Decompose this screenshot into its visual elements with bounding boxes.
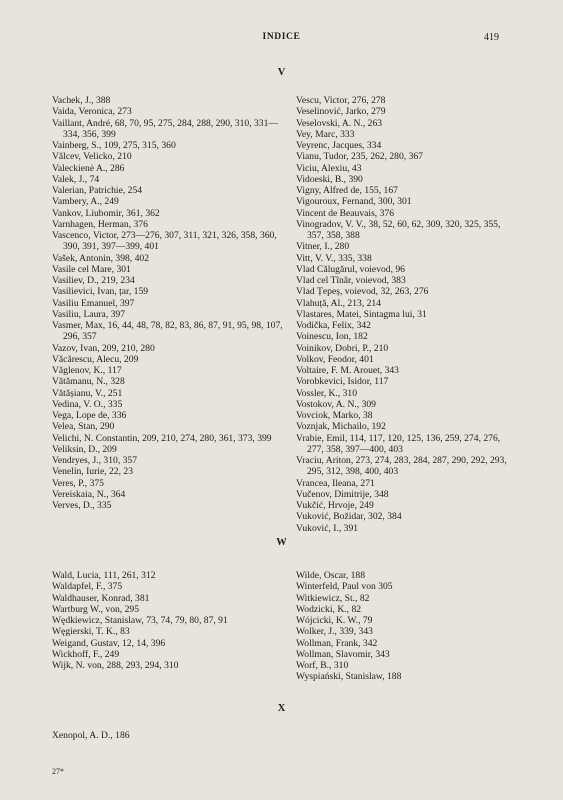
index-entry: Węgierski, T. K., 83 xyxy=(52,626,130,638)
index-entry: Vukčić, Hrvoje, 249 xyxy=(296,500,374,511)
index-entry: Vălcev, Velicko, 210 xyxy=(52,151,132,163)
index-entry: Vidoeski, B., 390 xyxy=(296,173,363,185)
index-entry: Velichi, N. Constantin, 209, 210, 274, 280, 361, 373, 399 xyxy=(52,432,272,444)
index-entry: Venelin, Iurie, 22, 23 xyxy=(52,466,133,478)
index-entry: Vasmer, Max, 16, 44, 48, 78, 82, 83, 86, 87, 91, 95, 98, 107, 296, 357 xyxy=(52,320,283,343)
page-header xyxy=(0,32,563,48)
index-entry: Voltaire, F. M. Arouet, 343 xyxy=(296,365,399,376)
index-entry: Veyrenc, Jacques, 334 xyxy=(296,140,382,151)
index-entry: Vrabie, Emil, 114, 117, 120, 125, 136, 259, 274, 276, 277, 358, 397—400, 403 xyxy=(296,432,501,455)
index-entry: Vostokov, A. N., 309 xyxy=(296,398,376,410)
index-entry: Wójcicki, K. W., 79 xyxy=(296,615,373,626)
section-letter-v: V xyxy=(277,67,286,78)
index-entry: Voznjak, Michailo, 192 xyxy=(296,421,386,433)
index-entry: Wollman, Frank, 342 xyxy=(296,637,378,649)
index-entry: Velea, Stan, 290 xyxy=(52,421,115,433)
index-entry: Vorobkevici, Isidor, 117 xyxy=(296,376,389,388)
index-entry: Vasile cel Mare, 301 xyxy=(52,263,131,275)
signature-mark: 27* xyxy=(52,767,64,776)
index-entry: Wald, Lucia, 111, 261, 312 xyxy=(52,570,156,581)
index-entry: Vendryes, J., 310, 357 xyxy=(52,455,138,466)
index-entry: Vascenco, Victor, 273—276, 307, 311, 321, 326, 358, 360, 390, 391, 397—399, 401 xyxy=(52,230,277,253)
index-column-v-right xyxy=(296,95,518,534)
index-column-x-left xyxy=(52,730,290,741)
index-entry: Veselovski, A. N., 263 xyxy=(296,117,383,129)
index-entry: Wickhoff, F., 249 xyxy=(52,648,120,660)
index-entry: Vaillant, André, 68, 70, 95, 275, 284, 288, 290, 310, 331—334, 356, 399 xyxy=(52,117,278,140)
index-entry: Vătămanu, N., 328 xyxy=(52,376,125,388)
index-entry: Voinikov, Dobri, P., 210 xyxy=(296,342,389,354)
index-entry: Vuković, Božidar, 302, 384 xyxy=(296,511,402,523)
index-entry: Wolker, J., 339, 343 xyxy=(296,626,373,638)
section-letter-w: W xyxy=(276,537,287,548)
index-entry: Weigand, Gustav, 12, 14, 396 xyxy=(52,637,166,649)
index-entry: Vossler, K., 310 xyxy=(296,387,357,399)
index-entry: Varnhagen, Herman, 376 xyxy=(52,218,148,230)
index-entry: Vovciok, Marko, 38 xyxy=(296,410,373,421)
index-entry: Vazov, Ivan, 209, 210, 280 xyxy=(52,342,155,354)
index-entry: Wodzicki, K., 82 xyxy=(296,603,362,615)
index-entry: Wędkiewicz, Stanislaw, 73, 74, 79, 80, 87, 91 xyxy=(52,615,228,626)
index-entry: Văcărescu, Alecu, 209 xyxy=(52,353,139,365)
index-entry: Vinogradov, V. V., 38, 52, 60, 62, 309, 320, 325, 355, 357, 358, 388 xyxy=(296,218,501,241)
index-column-v-left xyxy=(52,95,290,511)
index-entry: Waldapfel, F., 375 xyxy=(52,581,123,593)
index-entry: Vescu, Victor, 276, 278 xyxy=(296,95,386,106)
index-entry: Vitt, V. V., 335, 338 xyxy=(296,252,372,264)
index-entry: Wilde, Oscar, 188 xyxy=(296,570,366,581)
index-entry: Vereiskaia, N., 364 xyxy=(52,488,126,500)
index-entry: Vlad Țepeș, voievod, 32, 263, 276 xyxy=(296,286,429,298)
index-entry: Vučenov, Dimitrije, 348 xyxy=(296,488,389,500)
index-entry: Vianu, Tudor, 235, 262, 280, 367 xyxy=(296,151,423,163)
index-entry: Vitner, I., 280 xyxy=(296,241,350,253)
index-entry: Vega, Lope de, 336 xyxy=(52,410,127,421)
index-entry: Worf, B., 310 xyxy=(296,660,349,671)
index-entry: Veres, P., 375 xyxy=(52,477,104,489)
index-entry: Vlastares, Matei, Sintagma lui, 31 xyxy=(296,308,427,320)
index-entry: Wyspiański, Stanislaw, 188 xyxy=(296,671,402,683)
index-entry: Valerian, Patrichie, 254 xyxy=(52,185,143,196)
index-entry: Verves, D., 335 xyxy=(52,500,112,511)
index-entry: Waldhauser, Konrad, 381 xyxy=(52,592,150,604)
index-entry: Vasiliu Emanuel, 397 xyxy=(52,297,135,309)
index-entry: Veselinović, Jarko, 279 xyxy=(296,106,386,118)
index-entry: Vătășianu, V., 251 xyxy=(52,387,123,399)
index-entry: Viciu, Alexiu, 43 xyxy=(296,162,362,174)
index-entry: Văglenov, K., 117 xyxy=(52,365,122,376)
index-entry: Vey, Marc, 333 xyxy=(296,128,355,140)
index-entry: Wartburg W., von, 295 xyxy=(52,603,139,615)
index-entry: Vasiliev, D., 219, 234 xyxy=(52,275,135,286)
index-entry: Volkov, Feodor, 401 xyxy=(296,353,374,365)
index-entry: Vlad cel Tînăr, voievod, 383 xyxy=(296,275,406,286)
index-entry: Vambery, A., 249 xyxy=(52,196,119,208)
index-entry: Witkiewicz, St., 82 xyxy=(296,592,370,604)
index-entry: Vlad Călugărul, voievod, 96 xyxy=(296,263,405,275)
index-entry: Vodička, Felix, 342 xyxy=(296,320,371,331)
index-entry: Veliksin, D., 209 xyxy=(52,443,117,455)
index-entry: Vraciu, Ariton, 273, 274, 283, 284, 287, 290, 292, 293, 295, 312, 398, 400, 403 xyxy=(296,455,507,478)
index-column-w-right xyxy=(296,570,518,683)
index-entry: Xenopol, A. D., 186 xyxy=(52,730,130,741)
index-entry: Vaida, Veronica, 273 xyxy=(52,106,132,118)
index-entry: Valeckienė A., 286 xyxy=(52,162,125,174)
section-letter-x: X xyxy=(277,703,286,714)
index-entry: Vašek, Antonin, 398, 402 xyxy=(52,252,149,264)
index-entry: Vuković, I., 391 xyxy=(296,522,359,534)
index-entry: Vincent de Beauvais, 376 xyxy=(296,207,394,219)
running-title: INDICE xyxy=(262,32,301,42)
index-entry: Vlahuță, Al., 213, 214 xyxy=(296,297,382,309)
index-entry: Vasiliu, Laura, 397 xyxy=(52,308,126,320)
index-column-w-left xyxy=(52,570,290,671)
index-entry: Vainberg, S., 109, 275, 315, 360 xyxy=(52,140,176,151)
page-number: 419 xyxy=(484,32,499,43)
index-entry: Vrancea, Ileana, 271 xyxy=(296,477,375,489)
index-entry: Vasilievici, Ivan, țar, 159 xyxy=(52,286,149,298)
index-entry: Vigny, Alfred de, 155, 167 xyxy=(296,185,398,196)
index-entry: Valek, J., 74 xyxy=(52,173,100,185)
index-entry: Voinescu, Ion, 182 xyxy=(296,331,368,343)
index-entry: Vedina, V. O., 335 xyxy=(52,398,123,410)
index-entry: Vigouroux, Fernand, 300, 301 xyxy=(296,196,412,208)
index-entry: Wollman, Slavomir, 343 xyxy=(296,648,390,660)
index-entry: Winterfeld, Paul von 305 xyxy=(296,581,393,593)
index-entry: Vachek, J., 388 xyxy=(52,95,111,106)
index-entry: Vankov, Liubomir, 361, 362 xyxy=(52,207,160,219)
index-entry: Wijk, N. von, 288, 293, 294, 310 xyxy=(52,660,179,671)
